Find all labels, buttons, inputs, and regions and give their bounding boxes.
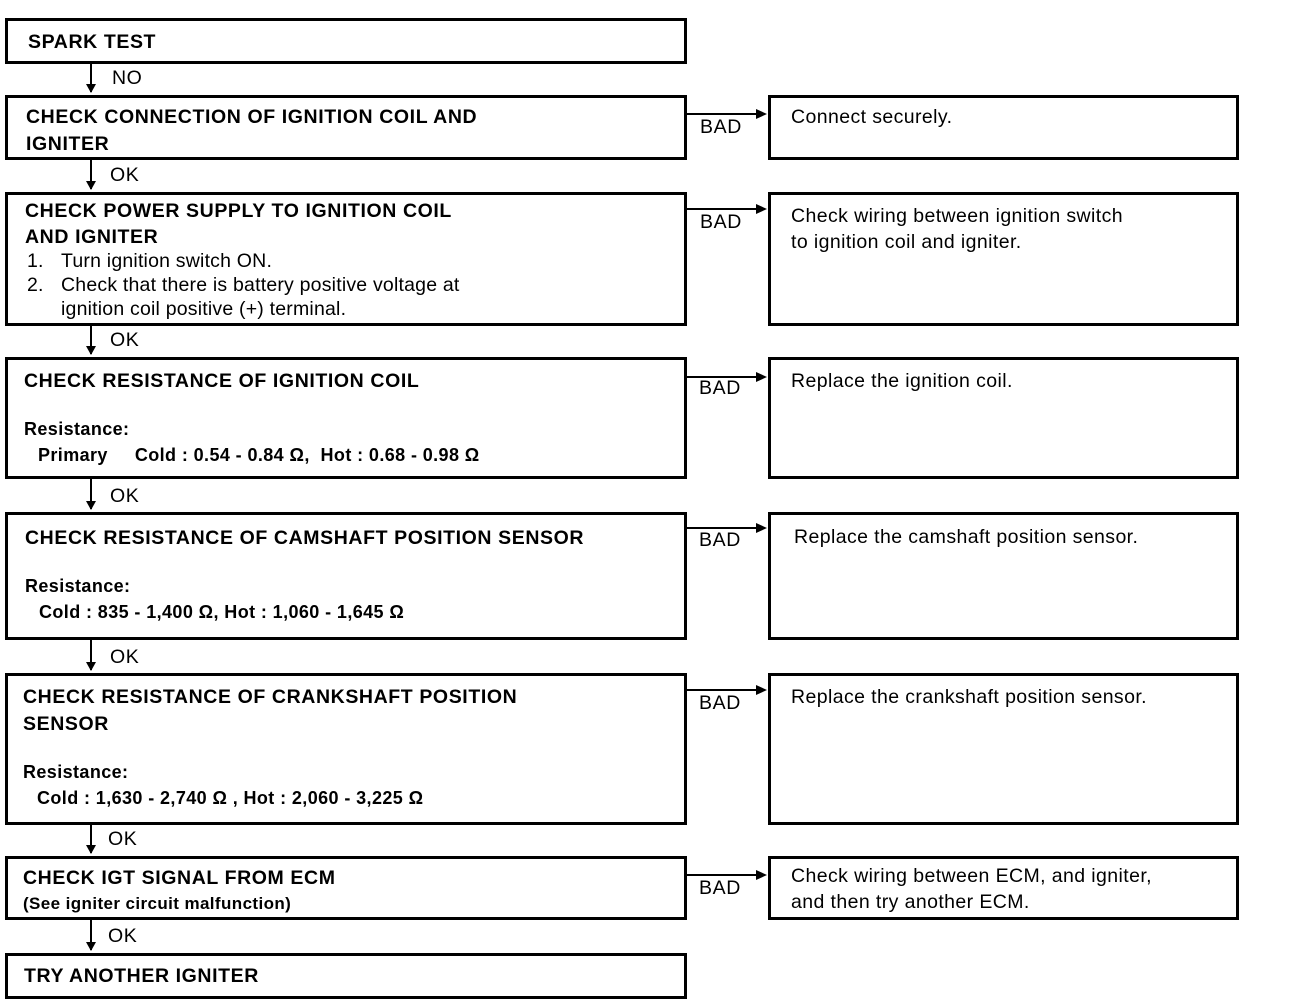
- step-title-line: IGNITER: [26, 133, 110, 155]
- bad-arrow-head: [756, 685, 767, 695]
- label-ok: OK: [110, 164, 140, 186]
- label-bad: BAD: [699, 877, 741, 899]
- down-arrow-head: [86, 662, 96, 671]
- label-bad: BAD: [700, 211, 742, 233]
- instruction-item: 2. Check that there is battery positive voltage at: [27, 274, 460, 296]
- step-title-line: CHECK RESISTANCE OF CRANKSHAFT POSITION: [23, 686, 518, 708]
- step-title: CHECK RESISTANCE OF CAMSHAFT POSITION SENSOR: [25, 527, 585, 549]
- action-connect-securely: [768, 95, 1239, 160]
- bad-arrow-head: [756, 109, 767, 119]
- step-title-line: AND IGNITER: [25, 226, 159, 248]
- action-text-line: and then try another ECM.: [791, 891, 1030, 913]
- resistance-value: Primary Cold : 0.54 - 0.84 Ω, Hot : 0.68 - 0.98 Ω: [38, 445, 480, 465]
- label-ok: OK: [108, 925, 138, 947]
- down-arrow-head: [86, 84, 96, 93]
- resistance-label: Resistance:: [25, 576, 131, 596]
- step-title: TRY ANOTHER IGNITER: [24, 965, 259, 987]
- action-replace-crankshaft-sensor: [768, 673, 1239, 825]
- action-text: Replace the crankshaft position sensor.: [791, 686, 1147, 708]
- action-text: Connect securely.: [791, 106, 953, 128]
- bad-arrow-head: [756, 870, 767, 880]
- action-text-line: Check wiring between ECM, and igniter,: [791, 865, 1152, 887]
- action-text-line: to ignition coil and igniter.: [791, 231, 1022, 253]
- step-check-igt-signal: [5, 856, 687, 920]
- step-title-line: CHECK POWER SUPPLY TO IGNITION COIL: [25, 200, 452, 222]
- label-ok: OK: [110, 646, 140, 668]
- label-bad: BAD: [699, 529, 741, 551]
- step-title-line: SENSOR: [23, 713, 109, 735]
- step-check-crankshaft-sensor: [5, 673, 687, 825]
- action-check-wiring-ignition: [768, 192, 1239, 326]
- bad-arrow-head: [756, 204, 767, 214]
- label-no: NO: [112, 67, 143, 89]
- down-arrow-head: [86, 845, 96, 854]
- resistance-label: Resistance:: [24, 419, 130, 439]
- instruction-item: ignition coil positive (+) terminal.: [61, 298, 347, 320]
- down-arrow-head: [86, 942, 96, 951]
- down-arrow-head: [86, 346, 96, 355]
- down-arrow-head: [86, 181, 96, 190]
- action-text: Replace the camshaft position sensor.: [794, 526, 1139, 548]
- label-bad: BAD: [699, 377, 741, 399]
- step-check-ignition-coil: [5, 357, 687, 479]
- step-check-camshaft-sensor: [5, 512, 687, 640]
- bad-arrow-head: [756, 372, 767, 382]
- instruction-item: 1. Turn ignition switch ON.: [27, 250, 273, 272]
- step-check-connection: [5, 95, 687, 160]
- resistance-value: Cold : 835 - 1,400 Ω, Hot : 1,060 - 1,645 Ω: [39, 602, 405, 622]
- step-note: (See igniter circuit malfunction): [23, 894, 292, 913]
- step-title: CHECK RESISTANCE OF IGNITION COIL: [24, 370, 420, 392]
- label-ok: OK: [110, 329, 140, 351]
- step-check-power-supply: [5, 192, 687, 326]
- action-text-line: Check wiring between ignition switch: [791, 205, 1123, 227]
- resistance-value: Cold : 1,630 - 2,740 Ω , Hot : 2,060 - 3,225 Ω: [37, 788, 424, 808]
- action-replace-ignition-coil: [768, 357, 1239, 479]
- step-title: CHECK IGT SIGNAL FROM ECM: [23, 867, 336, 889]
- step-title: SPARK TEST: [28, 31, 157, 53]
- label-ok: OK: [110, 485, 140, 507]
- down-arrow-head: [86, 501, 96, 510]
- bad-arrow-head: [756, 523, 767, 533]
- step-title-line: CHECK CONNECTION OF IGNITION COIL AND: [26, 106, 478, 128]
- label-ok: OK: [108, 828, 138, 850]
- action-text: Replace the ignition coil.: [791, 370, 1013, 392]
- action-check-wiring-ecm: [768, 856, 1239, 920]
- label-bad: BAD: [700, 116, 742, 138]
- action-replace-camshaft-sensor: [768, 512, 1239, 640]
- step-spark-test: [5, 18, 687, 64]
- label-bad: BAD: [699, 692, 741, 714]
- step-try-another-igniter: [5, 953, 687, 999]
- resistance-label: Resistance:: [23, 762, 129, 782]
